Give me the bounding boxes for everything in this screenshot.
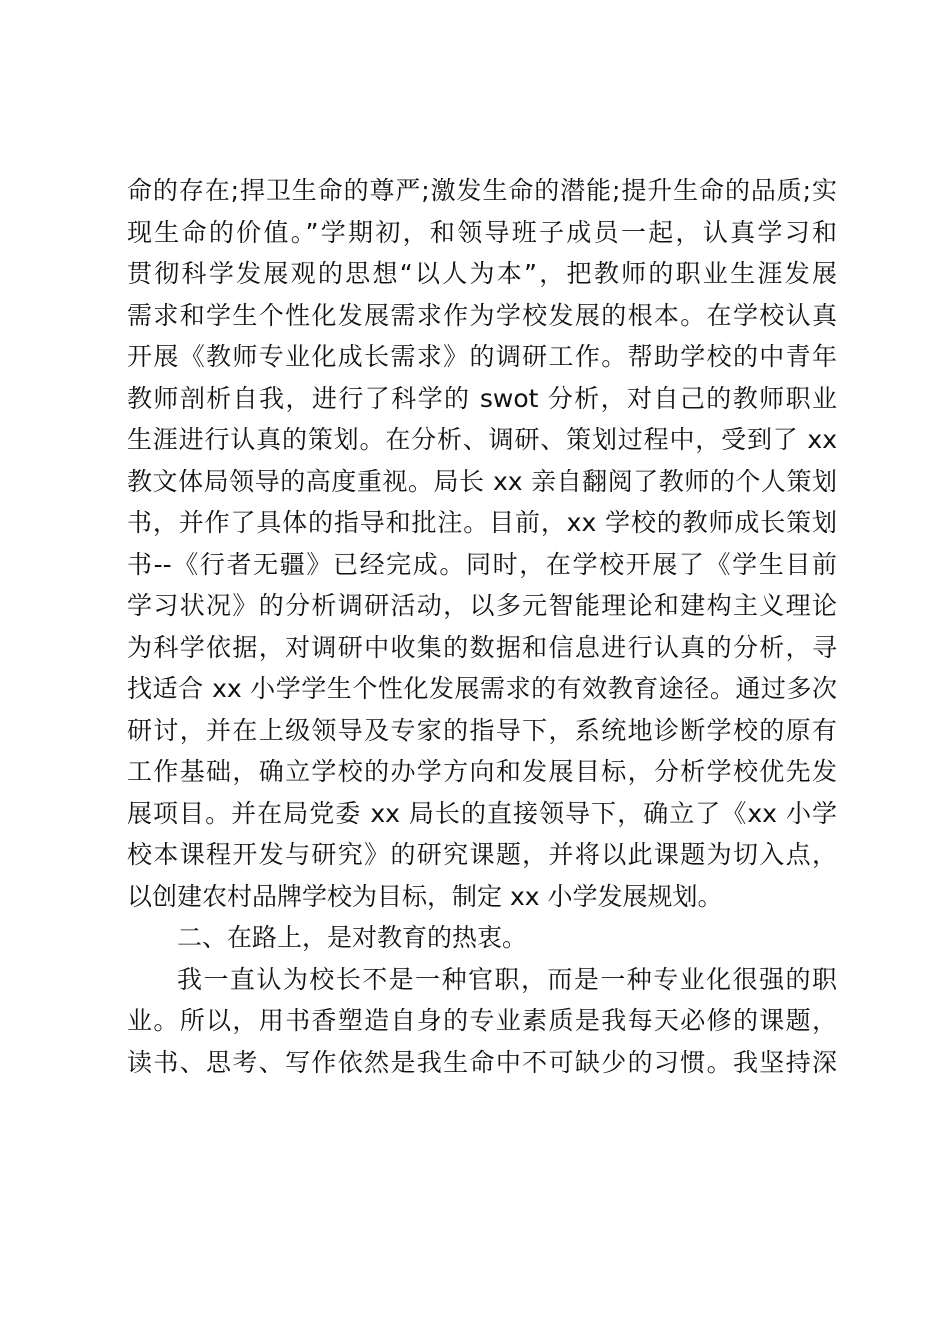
- text-line: 学习状况》的分析调研活动，以多元智能理论和建构主义理论: [127, 591, 837, 620]
- text-line: 读书、思考、写作依然是我生命中不可缺少的习惯。我坚持深: [127, 1047, 837, 1077]
- text-line: 书--《行者无疆》已经完成。同时，在学校开展了《学生目前: [127, 549, 837, 579]
- text-line: 现生命的价值。”学期初，和领导班子成员一起，认真学习和: [127, 217, 837, 247]
- text-line: 研讨，并在上级领导及专家的指导下，系统地诊断学校的原有: [127, 715, 837, 745]
- document-body: [127, 170, 837, 1083]
- text-line: 书，并作了具体的指导和批注。目前，xx 学校的教师成长策划: [127, 508, 837, 537]
- text-line: 生涯进行认真的策划。在分析、调研、策划过程中，受到了 xx: [127, 425, 837, 454]
- text-line: 贯彻科学发展观的思想“以人为本”，把教师的职业生涯发展: [127, 259, 837, 288]
- text-line: 以创建农村品牌学校为目标，制定 xx 小学发展规划。: [127, 881, 723, 911]
- text-line: 我一直认为校长不是一种官职，而是一种专业化很强的职: [177, 964, 837, 994]
- text-line: 教文体局领导的高度重视。局长 xx 亲自翻阅了教师的个人策划: [127, 466, 837, 496]
- text-line: 校本课程开发与研究》的研究课题，并将以此课题为切入点，: [127, 840, 837, 869]
- paragraph-2: [127, 959, 837, 1084]
- text-line: 业。所以，用书香塑造自身的专业素质是我每天必修的课题，: [127, 1006, 837, 1035]
- text-line: 为科学依据，对调研中收集的数据和信息进行认真的分析，寻: [127, 632, 837, 662]
- section-heading: 二、在路上，是对教育的热衷。: [177, 923, 528, 952]
- text-line: 教师剖析自我，进行了科学的 swot 分析，对自己的教师职业: [127, 383, 837, 413]
- text-line: 开展《教师专业化成长需求》的调研工作。帮助学校的中青年: [127, 342, 837, 371]
- text-line: 工作基础，确立学校的办学方向和发展目标，分析学校优先发: [127, 757, 837, 786]
- text-line: 找适合 xx 小学学生个性化发展需求的有效教育途径。通过多次: [127, 674, 837, 703]
- paragraph-1: [127, 170, 837, 917]
- text-line: 展项目。并在局党委 xx 局长的直接领导下，确立了《xx 小学: [127, 798, 837, 828]
- text-line: 命的存在;捍卫生命的尊严;激发生命的潜能;提升生命的品质;实: [127, 176, 837, 205]
- text-line: 需求和学生个性化发展需求作为学校发展的根本。在学校认真: [127, 300, 837, 330]
